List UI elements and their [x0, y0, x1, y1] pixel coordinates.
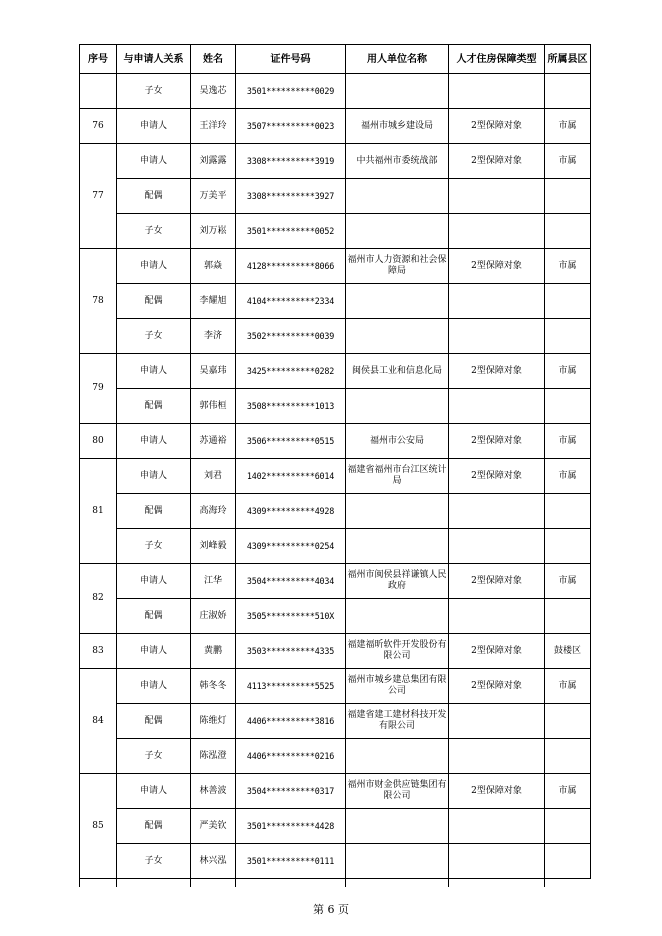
cell-employer	[346, 739, 449, 774]
header-row	[80, 45, 591, 74]
continuation-cell	[449, 879, 545, 888]
cell-type: 2型保障对象	[449, 109, 545, 144]
cell-employer	[346, 529, 449, 564]
col-header-relation: 与申请人关系	[117, 45, 191, 74]
cell-relation: 配偶	[117, 284, 191, 319]
table-row	[80, 459, 591, 494]
cell-relation: 配偶	[117, 704, 191, 739]
cell-district	[545, 284, 591, 319]
cell-employer	[346, 809, 449, 844]
cell-district	[545, 844, 591, 879]
cell-district: 鼓楼区	[545, 634, 591, 669]
cell-relation: 子女	[117, 319, 191, 354]
cell-id: 3507**********0023	[236, 109, 346, 144]
cell-type: 2型保障对象	[449, 354, 545, 389]
cell-relation: 配偶	[117, 809, 191, 844]
cell-district	[545, 494, 591, 529]
cell-id: 3425**********0282	[236, 354, 346, 389]
cell-name: 黄鹏	[191, 634, 236, 669]
table-row	[80, 564, 591, 599]
cell-type	[449, 809, 545, 844]
continuation-cell	[117, 879, 191, 888]
continuation-cell	[236, 879, 346, 888]
cell-employer	[346, 389, 449, 424]
cell-district: 市属	[545, 669, 591, 704]
table-row	[80, 599, 591, 634]
col-header-name: 姓名	[191, 45, 236, 74]
cell-district: 市属	[545, 459, 591, 494]
cell-relation: 申请人	[117, 249, 191, 284]
cell-relation: 配偶	[117, 389, 191, 424]
cell-relation: 配偶	[117, 494, 191, 529]
cell-name: 刘峰毅	[191, 529, 236, 564]
cell-district: 市属	[545, 774, 591, 809]
cell-employer: 福州市闽侯县祥谦镇人民政府	[346, 564, 449, 599]
cell-district: 市属	[545, 144, 591, 179]
cell-id: 4113**********5525	[236, 669, 346, 704]
cell-name: 林善波	[191, 774, 236, 809]
col-header-employer: 用人单位名称	[346, 45, 449, 74]
col-header-district: 所属县区	[545, 45, 591, 74]
table-row	[80, 529, 591, 564]
cell-employer: 福州市财金供应链集团有限公司	[346, 774, 449, 809]
cell-type: 2型保障对象	[449, 634, 545, 669]
cell-district	[545, 319, 591, 354]
cell-type	[449, 844, 545, 879]
cell-district	[545, 704, 591, 739]
cell-employer: 福州市城乡建总集团有限公司	[346, 669, 449, 704]
cell-no	[80, 74, 117, 109]
cell-id: 3504**********4034	[236, 564, 346, 599]
cell-district: 市属	[545, 249, 591, 284]
cell-id: 1402**********6014	[236, 459, 346, 494]
cell-name: 郭焱	[191, 249, 236, 284]
table-row	[80, 494, 591, 529]
cell-type	[449, 319, 545, 354]
cell-name: 苏通裕	[191, 424, 236, 459]
cell-district: 市属	[545, 424, 591, 459]
cell-id: 3501**********0111	[236, 844, 346, 879]
cell-district: 市属	[545, 354, 591, 389]
cell-id: 3508**********1013	[236, 389, 346, 424]
cell-id: 4309**********4928	[236, 494, 346, 529]
cell-employer: 福州市人力资源和社会保障局	[346, 249, 449, 284]
cell-relation: 子女	[117, 529, 191, 564]
table-row	[80, 249, 591, 284]
cell-district	[545, 529, 591, 564]
cell-type	[449, 494, 545, 529]
housing-table	[79, 44, 591, 887]
cell-id: 4406**********0216	[236, 739, 346, 774]
cell-type	[449, 529, 545, 564]
cell-id: 3504**********0317	[236, 774, 346, 809]
table-body	[80, 74, 591, 888]
continuation-cell	[346, 879, 449, 888]
cell-relation: 申请人	[117, 774, 191, 809]
cell-relation: 申请人	[117, 459, 191, 494]
cell-name: 陈维灯	[191, 704, 236, 739]
cell-type: 2型保障对象	[449, 669, 545, 704]
cell-district	[545, 599, 591, 634]
cell-district	[545, 389, 591, 424]
table-continuation	[80, 879, 591, 888]
cell-employer	[346, 494, 449, 529]
cell-type	[449, 739, 545, 774]
cell-relation: 配偶	[117, 599, 191, 634]
cell-type	[449, 74, 545, 109]
cell-name: 陈泓澄	[191, 739, 236, 774]
cell-name: 严美钦	[191, 809, 236, 844]
cell-name: 韩冬冬	[191, 669, 236, 704]
cell-id: 3308**********3919	[236, 144, 346, 179]
cell-type	[449, 704, 545, 739]
cell-id: 3501**********4428	[236, 809, 346, 844]
cell-relation: 配偶	[117, 179, 191, 214]
cell-district	[545, 214, 591, 249]
cell-id: 4309**********0254	[236, 529, 346, 564]
table-row	[80, 179, 591, 214]
cell-district	[545, 809, 591, 844]
cell-no: 77	[80, 144, 117, 249]
cell-id: 3503**********4335	[236, 634, 346, 669]
table-row	[80, 809, 591, 844]
cell-id: 3505**********510X	[236, 599, 346, 634]
cell-name: 林兴泓	[191, 844, 236, 879]
cell-name: 李济	[191, 319, 236, 354]
cell-employer	[346, 284, 449, 319]
col-header-no: 序号	[80, 45, 117, 74]
table-row	[80, 669, 591, 704]
cell-employer: 福建省福州市台江区统计局	[346, 459, 449, 494]
cell-name: 刘君	[191, 459, 236, 494]
cell-relation: 申请人	[117, 669, 191, 704]
cell-relation: 申请人	[117, 564, 191, 599]
cell-id: 3501**********0029	[236, 74, 346, 109]
cell-employer: 福建省建工建材科技开发有限公司	[346, 704, 449, 739]
cell-no: 82	[80, 564, 117, 634]
cell-no: 80	[80, 424, 117, 459]
cell-name: 郭伟桓	[191, 389, 236, 424]
table-row	[80, 774, 591, 809]
cell-relation: 申请人	[117, 424, 191, 459]
cell-type	[449, 284, 545, 319]
cell-employer: 福州市城乡建设局	[346, 109, 449, 144]
cell-employer	[346, 844, 449, 879]
cell-name: 王洋玲	[191, 109, 236, 144]
cell-id: 3506**********0515	[236, 424, 346, 459]
cell-type	[449, 389, 545, 424]
cell-type: 2型保障对象	[449, 459, 545, 494]
table-row	[80, 74, 591, 109]
cell-no: 79	[80, 354, 117, 424]
cell-employer	[346, 214, 449, 249]
cell-relation: 申请人	[117, 634, 191, 669]
cell-no: 83	[80, 634, 117, 669]
cell-employer	[346, 599, 449, 634]
page-number: 第 6 页	[313, 903, 349, 916]
cell-type: 2型保障对象	[449, 144, 545, 179]
table-row	[80, 634, 591, 669]
cell-employer	[346, 179, 449, 214]
cell-type	[449, 179, 545, 214]
cell-no: 84	[80, 669, 117, 774]
table-row	[80, 354, 591, 389]
cell-relation: 子女	[117, 844, 191, 879]
cell-id: 4104**********2334	[236, 284, 346, 319]
cell-relation: 子女	[117, 214, 191, 249]
cell-name: 江华	[191, 564, 236, 599]
cell-type	[449, 599, 545, 634]
col-header-id: 证件号码	[236, 45, 346, 74]
table-row	[80, 284, 591, 319]
cell-employer	[346, 319, 449, 354]
cell-no: 78	[80, 249, 117, 354]
cell-relation: 申请人	[117, 354, 191, 389]
continuation-cell	[191, 879, 236, 888]
cell-name: 万美平	[191, 179, 236, 214]
continuation-cell	[80, 879, 117, 888]
table-row	[80, 424, 591, 459]
cell-no: 76	[80, 109, 117, 144]
cell-employer: 福建福昕软件开发股份有限公司	[346, 634, 449, 669]
table-row	[80, 844, 591, 879]
cell-name: 刘万崧	[191, 214, 236, 249]
cell-district: 市属	[545, 564, 591, 599]
cell-type: 2型保障对象	[449, 249, 545, 284]
cell-no: 85	[80, 774, 117, 879]
table-row	[80, 739, 591, 774]
cell-employer: 福州市公安局	[346, 424, 449, 459]
cell-name: 刘露露	[191, 144, 236, 179]
table-row	[80, 389, 591, 424]
cell-type: 2型保障对象	[449, 774, 545, 809]
cell-district	[545, 739, 591, 774]
cell-no: 81	[80, 459, 117, 564]
cell-relation: 子女	[117, 739, 191, 774]
cell-id: 3308**********3927	[236, 179, 346, 214]
cell-employer: 中共福州市委统战部	[346, 144, 449, 179]
cell-district: 市属	[545, 109, 591, 144]
cell-relation: 申请人	[117, 109, 191, 144]
cell-employer	[346, 74, 449, 109]
cell-type: 2型保障对象	[449, 424, 545, 459]
cell-id: 3501**********0052	[236, 214, 346, 249]
table-row	[80, 109, 591, 144]
cell-name: 吴逸芯	[191, 74, 236, 109]
table-row	[80, 144, 591, 179]
cell-id: 3502**********0039	[236, 319, 346, 354]
cell-name: 高海玲	[191, 494, 236, 529]
cell-type	[449, 214, 545, 249]
col-header-type: 人才住房保障类型	[449, 45, 545, 74]
cell-id: 4128**********8066	[236, 249, 346, 284]
cell-relation: 申请人	[117, 144, 191, 179]
cell-name: 吴嘉玮	[191, 354, 236, 389]
table-row	[80, 319, 591, 354]
cell-relation: 子女	[117, 74, 191, 109]
cell-name: 李耀旭	[191, 284, 236, 319]
table-row	[80, 214, 591, 249]
cell-district	[545, 179, 591, 214]
cell-employer: 闽侯县工业和信息化局	[346, 354, 449, 389]
cell-name: 庄淑娇	[191, 599, 236, 634]
cell-type: 2型保障对象	[449, 564, 545, 599]
cell-id: 4406**********3816	[236, 704, 346, 739]
table-row	[80, 704, 591, 739]
cell-district	[545, 74, 591, 109]
